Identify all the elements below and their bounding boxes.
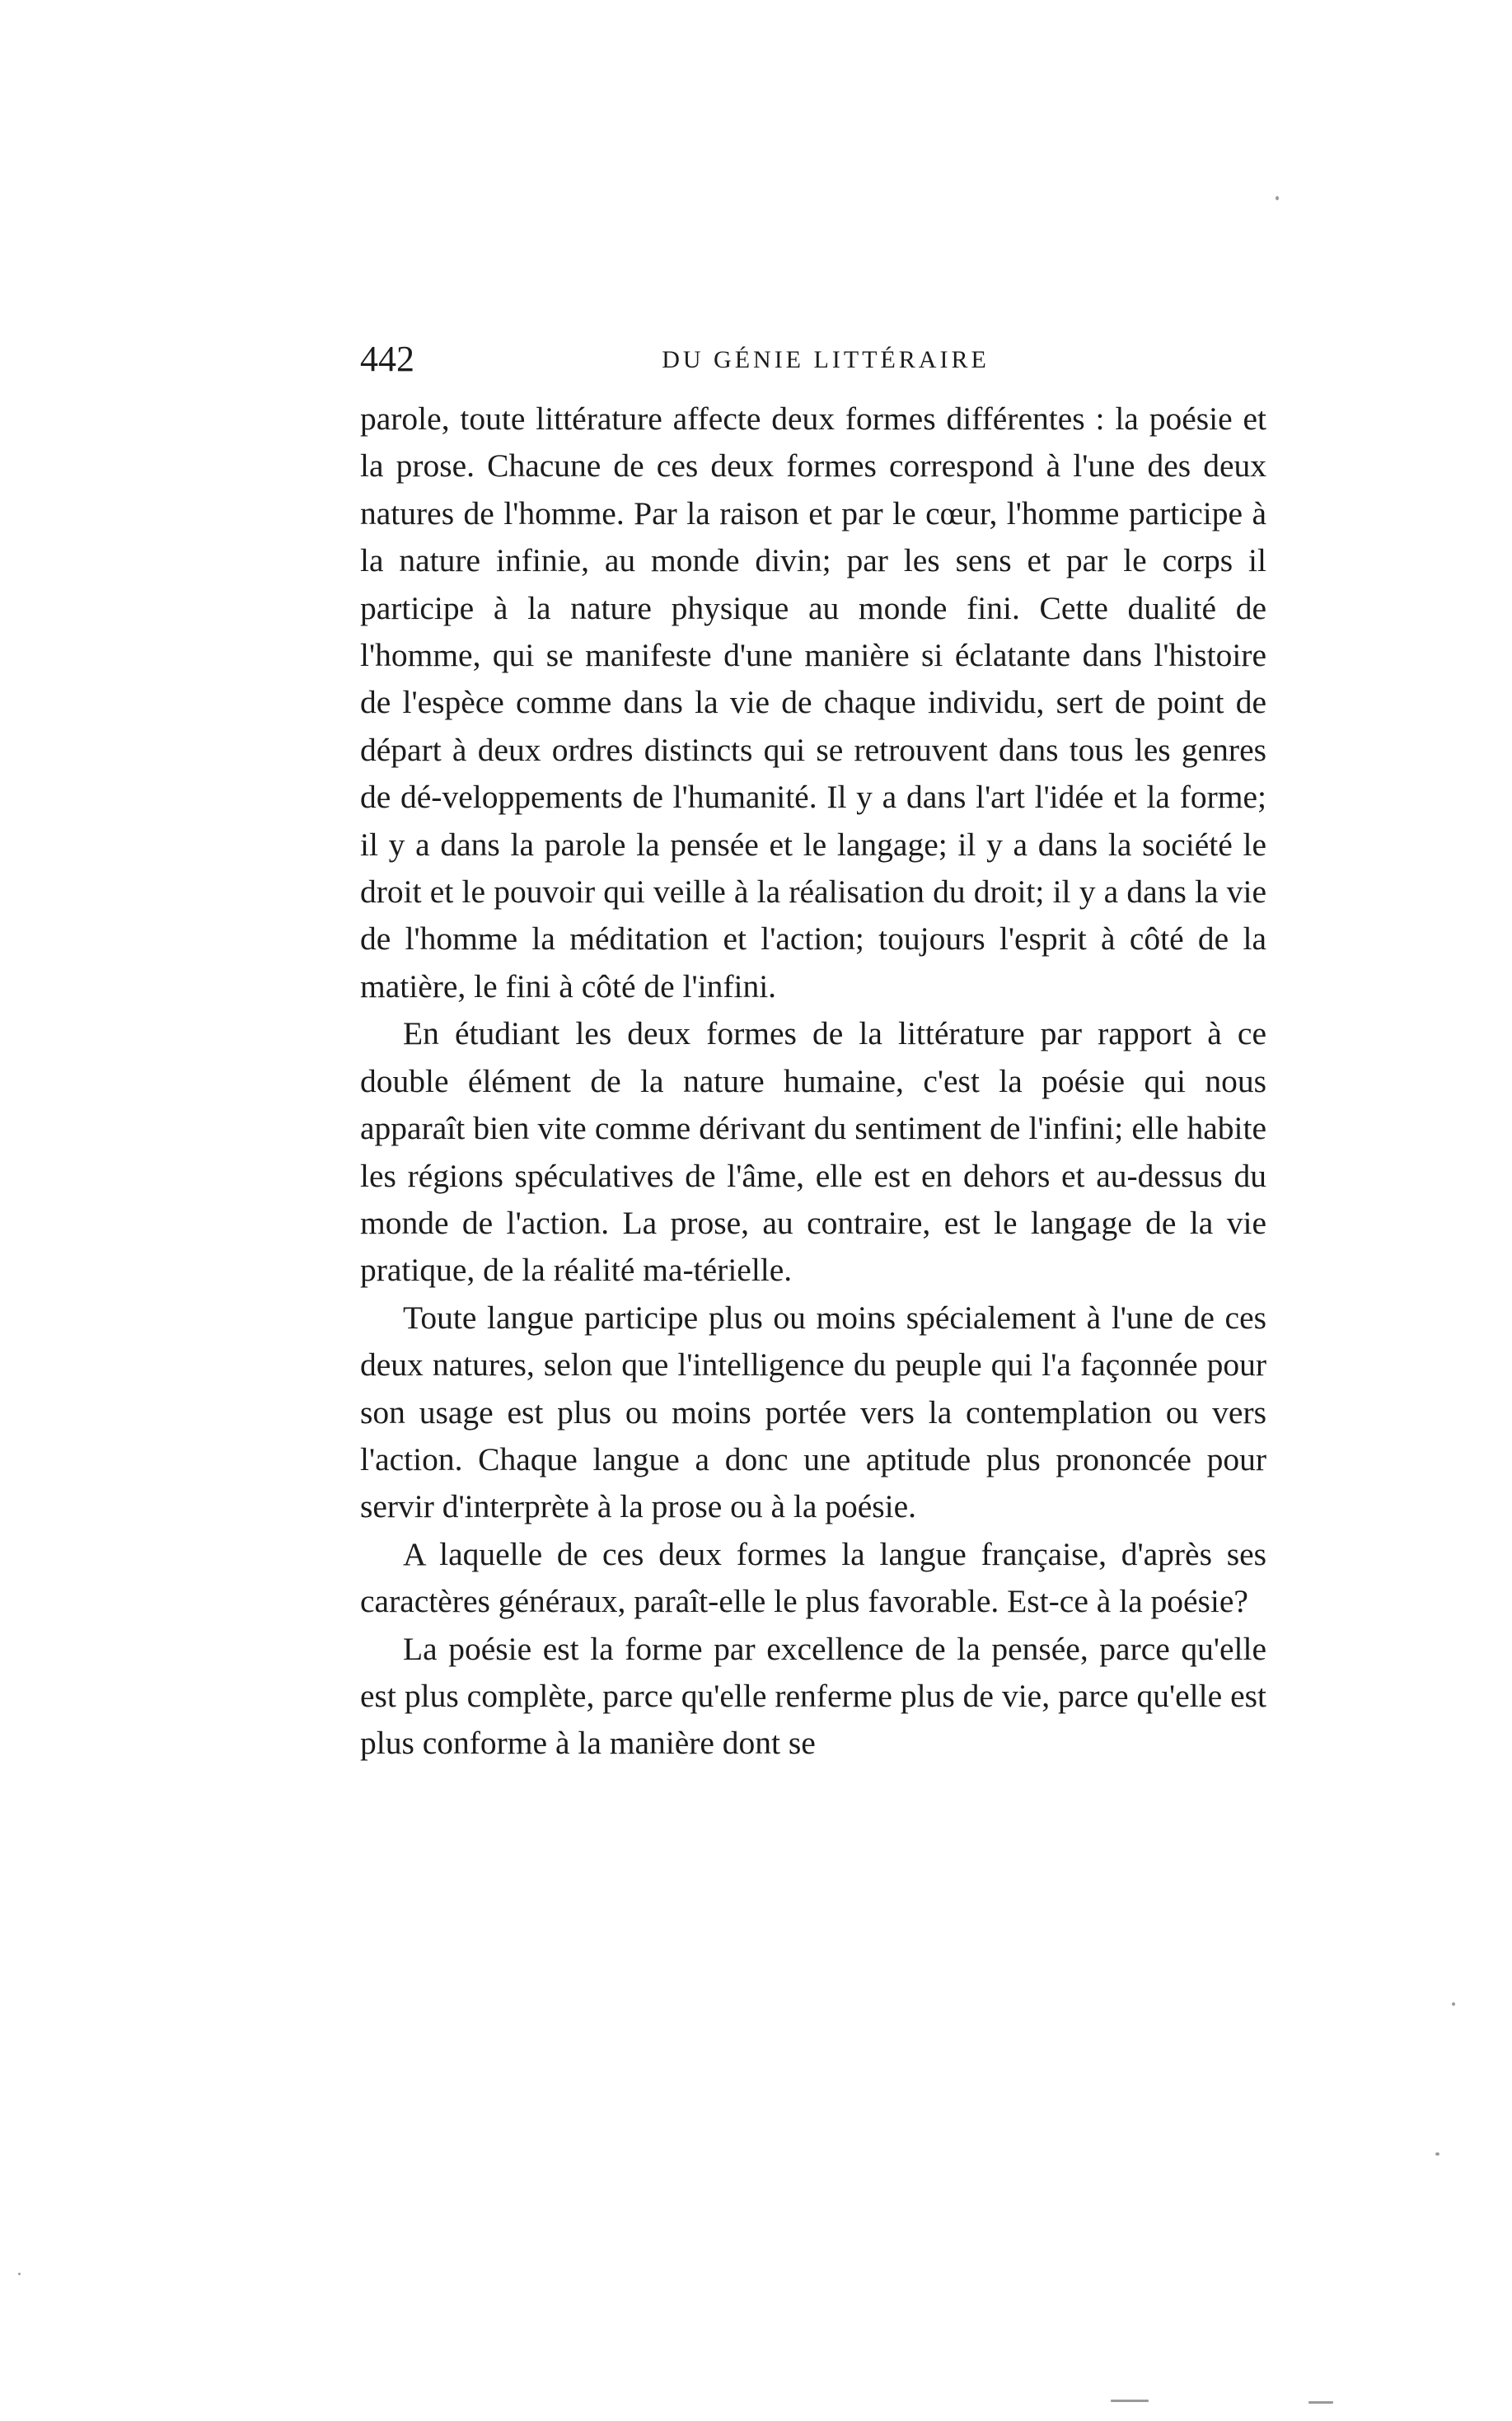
scan-speck [1435, 2152, 1439, 2156]
running-head [360, 338, 1266, 387]
running-title: DU GÉNIE LITTÉRAIRE [662, 346, 990, 373]
paragraph-1: parole, toute littérature affecte deux formes différentes : la poésie et la prose. Chacune de ces deux formes correspond à l'une des deux natures de l'homme. Par la raison et par le cœur, l'homme participe à la nature infinie, au monde divin; par les sens et par le corps il participe à la nature physique au monde fini. Cette dualité de l'homme, qui se manifeste d'une manière si éclatante dans l'histoire de l'espèce comme dans la vie de chaque individu, sert de point de départ à deux ordres distincts qui se retrouvent dans tous les genres de dé-veloppements de l'humanité. Il y a dans l'art l'idée et la forme; il y a dans la parole la pensée et le langage; il y a dans la société le droit et le pouvoir qui veille à la réalisation du droit; il y a dans la vie de l'homme la méditation et l'action; toujours l'esprit à côté de la matière, le fini à côté de l'infini. [360, 400, 1266, 1004]
paragraph-2: En étudiant les deux formes de la littérature par rapport à ce double élément de la nature humaine, c'est la poésie qui nous apparaît bien vite comme dérivant du sentiment de l'infini; elle habite les régions spéculatives de l'âme, elle est en dehors et au-dessus du monde de l'action. La prose, au contraire, est le langage de la vie pratique, de la réalité ma-térielle. [360, 1015, 1266, 1289]
scan-speck [1276, 196, 1279, 200]
paragraph-5: La poésie est la forme par excellence de la pensée, parce qu'elle est plus complète, parce qu'elle renferme plus de vie, parce qu'elle est plus conforme à la manière dont se [360, 1630, 1266, 1762]
paragraph-3: Toute langue participe plus ou moins spécialement à l'une de ces deux natures, selon que l'intelligence du peuple qui l'a façonnée pour son usage est plus ou moins portée vers la contemplation ou vers l'action. Chaque langue a donc une aptitude plus prononcée pour servir d'interprète à la prose ou à la poésie. [360, 1299, 1266, 1525]
scan-speck [1308, 2401, 1333, 2404]
scan-speck [1452, 2002, 1455, 2006]
scan-speck [18, 2273, 21, 2275]
book-page [360, 338, 1266, 1768]
scan-speck [1111, 2400, 1149, 2402]
page-number: 442 [360, 339, 414, 379]
body-text [360, 396, 1266, 1768]
paragraph-4: A laquelle de ces deux formes la langue française, d'après ses caractères généraux, paraît-elle le plus favorable. Est-ce à la poésie? [360, 1535, 1266, 1620]
